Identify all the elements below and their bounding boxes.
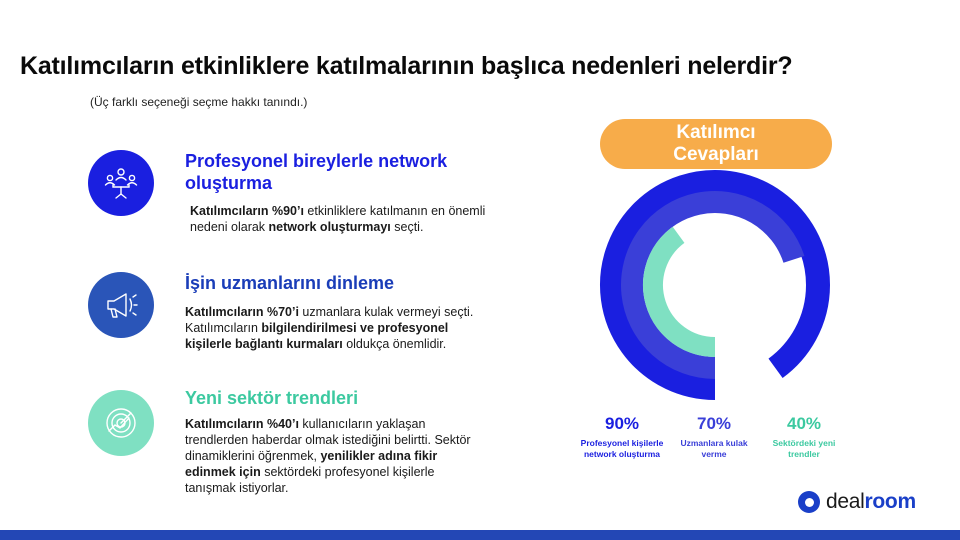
trend-radar-icon bbox=[88, 390, 154, 456]
megaphone-icon bbox=[88, 272, 154, 338]
emphasis-text: Katılımcıların %90’ı bbox=[190, 204, 304, 218]
stat-trends bbox=[759, 414, 849, 460]
emphasis-text: Katılımcıların %70’i bbox=[185, 305, 299, 319]
stat-experts bbox=[669, 414, 759, 460]
section-body-trends bbox=[185, 416, 485, 496]
emphasis-text: Katılımcıların %40’ı bbox=[185, 417, 299, 431]
stat-label: Uzmanlara kulak verme bbox=[680, 438, 748, 459]
stat-value: 90% bbox=[604, 414, 640, 433]
dealroom-logo-text: dealroom bbox=[826, 490, 916, 513]
footer-bar bbox=[0, 530, 960, 540]
page-subtitle: (Üç farklı seçeneği seçme hakkı tanındı.) bbox=[90, 95, 308, 109]
stat-label: Sektördeki yeni trendler bbox=[772, 438, 836, 459]
emphasis-text: yenilikler adına fikir edinmek için bbox=[185, 449, 438, 479]
body-text-run: kullanıcıların yaklaşan trendlerden haberdar olmak istediğini belirtti. Sektör dinamiklerini öğrenmek, bbox=[185, 417, 471, 463]
section-body-experts bbox=[185, 304, 495, 352]
radial-bar-chart bbox=[580, 165, 850, 405]
body-text-run: sektördeki profesyonel kişilerle tanışmak istiyorlar. bbox=[185, 465, 435, 495]
section-heading-experts: İşin uzmanlarını dinleme bbox=[185, 273, 395, 293]
page-title: Katılımcıların etkinliklere katılmalarının başlıca nedenleri nelerdir? bbox=[20, 52, 793, 80]
section-body-network bbox=[190, 203, 510, 235]
stat-network bbox=[577, 414, 667, 460]
emphasis-text: network oluşturmayı bbox=[268, 220, 391, 234]
stat-value: 70% bbox=[696, 414, 732, 433]
chart-title-pill bbox=[600, 119, 832, 169]
stat-label: Profesyonel kişilerle network oluşturma bbox=[580, 438, 664, 459]
body-text-run: etkinliklere katılmanın en önemli nedeni olarak bbox=[190, 204, 486, 234]
body-text-run: oldukça önemlidir. bbox=[342, 337, 447, 351]
network-people-icon bbox=[88, 150, 154, 216]
body-text-run: uzmanlara kulak vermeyi seçti. Katılımcıların bbox=[185, 305, 474, 335]
chart-title: Katılımcı Cevapları bbox=[673, 122, 759, 165]
dealroom-logo-icon bbox=[798, 491, 820, 513]
emphasis-text: bilgilendirilmesi ve profesyonel kişilerle bağlantı kurmaları bbox=[185, 321, 449, 351]
dealroom-logo bbox=[798, 490, 916, 514]
body-text-run: seçti. bbox=[390, 220, 424, 234]
radial-bar-3 bbox=[653, 235, 715, 347]
section-heading-trends: Yeni sektör trendleri bbox=[185, 388, 359, 408]
stat-value: 40% bbox=[786, 414, 822, 433]
section-heading-network: Profesyonel bireylerle network oluşturma bbox=[185, 151, 448, 193]
